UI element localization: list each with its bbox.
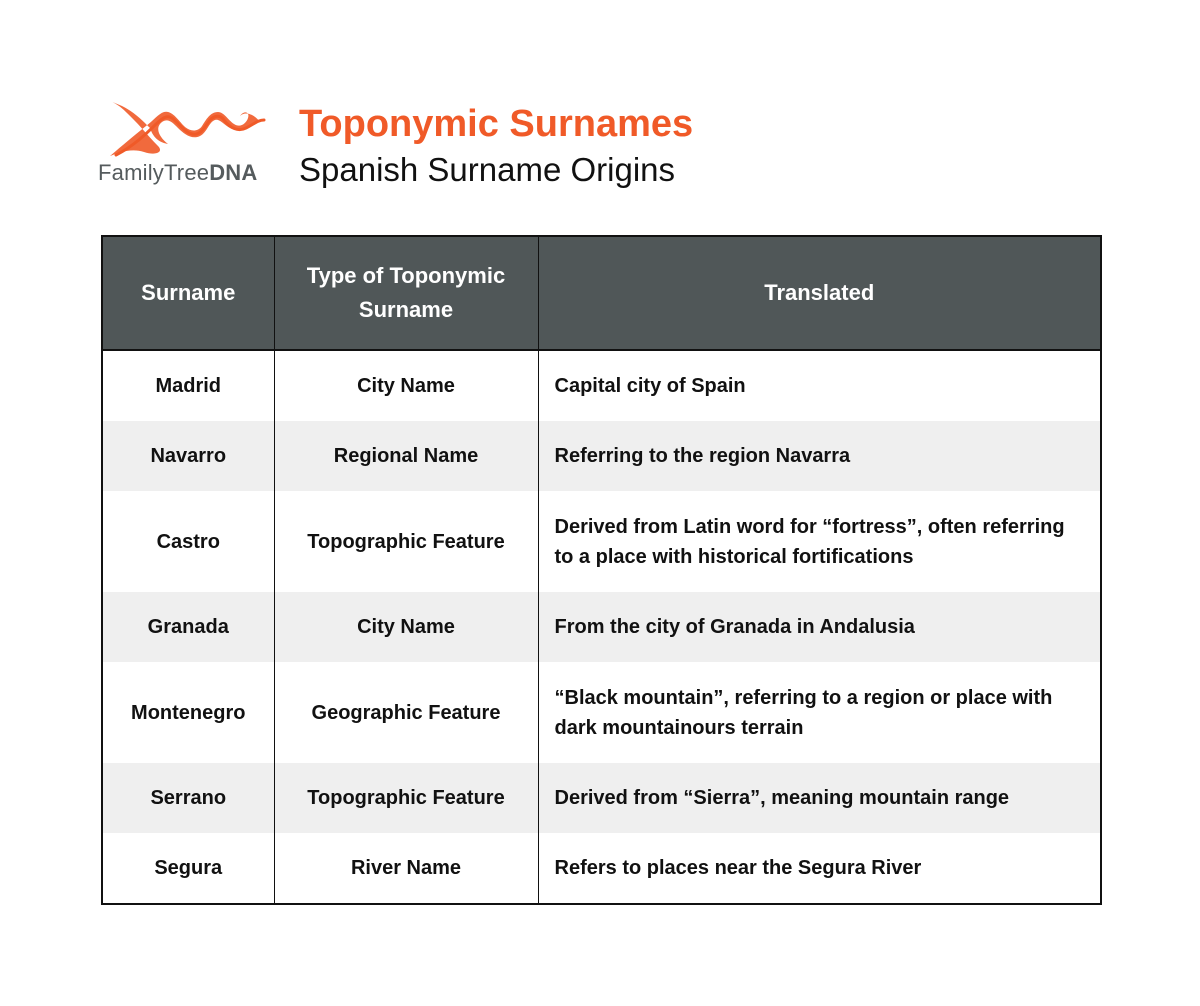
surname-cell: Madrid — [102, 350, 274, 421]
translated-cell: Refers to places near the Segura River — [538, 833, 1101, 904]
table-row — [102, 833, 1101, 904]
logo-wordmark-part1: FamilyTree — [98, 160, 210, 185]
surnames-table — [101, 235, 1102, 905]
surname-cell: Segura — [102, 833, 274, 904]
table-row — [102, 592, 1101, 662]
dna-helix-icon — [106, 98, 266, 158]
type-cell: Topographic Feature — [274, 763, 538, 833]
table-header-row — [102, 236, 1101, 350]
translated-cell: “Black mountain”, referring to a region or place with dark mountainours terrain — [538, 662, 1101, 763]
translated-cell: Referring to the region Navarra — [538, 421, 1101, 491]
table-row — [102, 763, 1101, 833]
translated-cell: Derived from Latin word for “fortress”, often referring to a place with historical fortifications — [538, 491, 1101, 592]
column-header-surname: Surname — [102, 236, 274, 350]
type-cell: Regional Name — [274, 421, 538, 491]
table-row — [102, 491, 1101, 592]
table-row — [102, 350, 1101, 421]
type-cell: Geographic Feature — [274, 662, 538, 763]
surname-cell: Montenegro — [102, 662, 274, 763]
table-header — [102, 236, 1101, 350]
translated-cell: Derived from “Sierra”, meaning mountain range — [538, 763, 1101, 833]
type-cell: City Name — [274, 592, 538, 662]
type-cell: Topographic Feature — [274, 491, 538, 592]
page-subtitle: Spanish Surname Origins — [299, 151, 676, 188]
surname-cell: Serrano — [102, 763, 274, 833]
column-header-type: Type of Toponymic Surname — [274, 236, 538, 350]
column-header-translated: Translated — [538, 236, 1101, 350]
translated-cell: Capital city of Spain — [538, 350, 1101, 421]
table-row — [102, 662, 1101, 763]
table-row — [102, 421, 1101, 491]
title-block — [299, 100, 693, 192]
page-header — [98, 98, 998, 198]
page-title: Toponymic Surnames — [299, 103, 694, 145]
surname-cell: Navarro — [102, 421, 274, 491]
translated-cell: From the city of Granada in Andalusia — [538, 592, 1101, 662]
surname-cell: Granada — [102, 592, 274, 662]
type-cell: City Name — [274, 350, 538, 421]
type-cell: River Name — [274, 833, 538, 904]
table-body — [102, 350, 1101, 904]
familytreedna-logo — [98, 98, 270, 190]
logo-wordmark-part2: DNA — [209, 160, 258, 185]
surname-cell: Castro — [102, 491, 274, 592]
logo-wordmark — [98, 160, 257, 186]
